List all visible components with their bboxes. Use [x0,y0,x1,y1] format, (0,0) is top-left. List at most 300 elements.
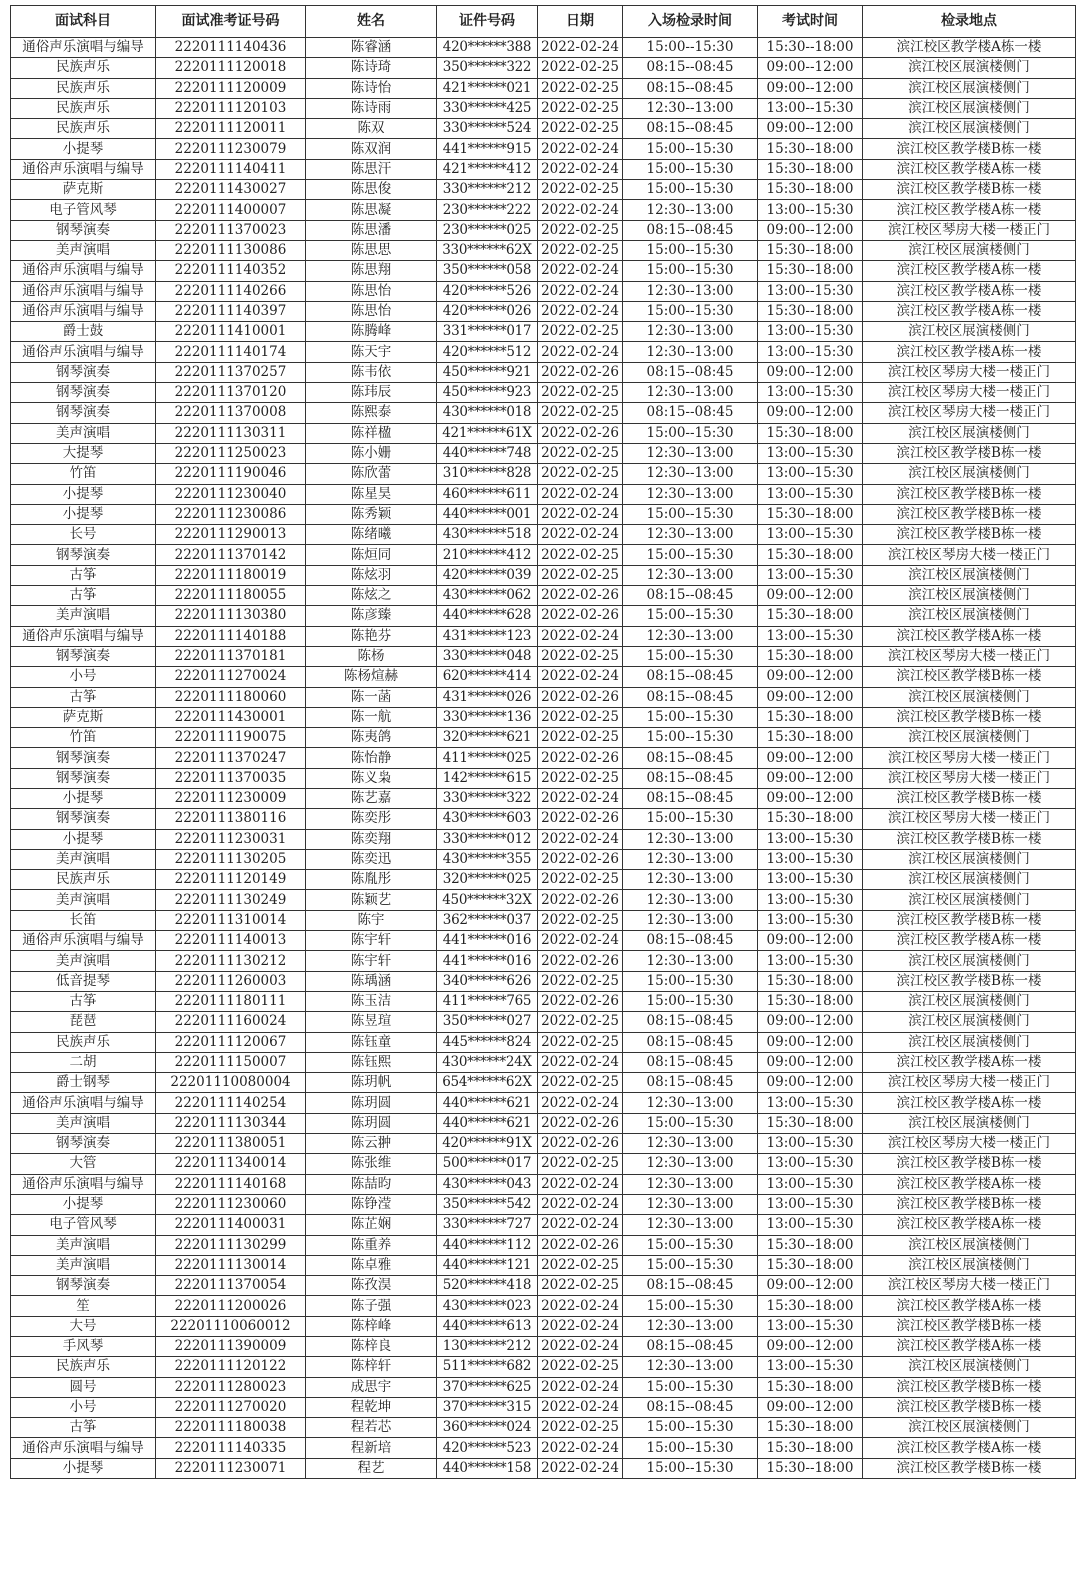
cell-exam-time: 15:30--18:00 [758,504,863,524]
cell-exam-time: 15:30--18:00 [758,423,863,443]
cell-name: 陈烜同 [306,545,437,565]
cell-id-number: 450******32X [437,890,538,910]
cell-date: 2022-02-25 [538,1255,623,1275]
cell-checkin-location: 滨江校区琴房大楼一楼正门 [863,1276,1076,1296]
cell-exam-time: 13:00--15:30 [758,849,863,869]
cell-name: 陈一航 [306,707,437,727]
table-row [11,971,1076,991]
table-row [11,98,1076,118]
cell-subject: 小提琴 [11,1194,156,1214]
cell-checkin-time: 15:00--15:30 [623,1296,758,1316]
cell-name: 陈子强 [306,1296,437,1316]
cell-date: 2022-02-25 [538,78,623,98]
table-row [11,1296,1076,1316]
cell-name: 陈卓雅 [306,1255,437,1275]
table-row [11,910,1076,930]
cell-checkin-time: 08:15--08:45 [623,362,758,382]
table-row [11,667,1076,687]
cell-name: 陈芷娴 [306,1215,437,1235]
cell-checkin-location: 滨江校区展演楼侧门 [863,322,1076,342]
cell-exam-time: 13:00--15:30 [758,1093,863,1113]
cell-admission-number: 2220111400031 [156,1215,306,1235]
cell-exam-time: 13:00--15:30 [758,1215,863,1235]
cell-subject: 钢琴演奏 [11,545,156,565]
cell-checkin-location: 滨江校区展演楼侧门 [863,1032,1076,1052]
cell-checkin-time: 12:30--13:00 [623,870,758,890]
table-row [11,1235,1076,1255]
cell-checkin-time: 15:00--15:30 [623,180,758,200]
cell-checkin-time: 12:30--13:00 [623,464,758,484]
cell-admission-number: 2220111130249 [156,890,306,910]
cell-date: 2022-02-26 [538,890,623,910]
table-row [11,1194,1076,1214]
cell-name: 陈钰熙 [306,1052,437,1072]
cell-admission-number: 2220111380051 [156,1134,306,1154]
cell-name: 陈思潘 [306,220,437,240]
cell-checkin-time: 12:30--13:00 [623,383,758,403]
cell-name: 陈秀颖 [306,504,437,524]
cell-id-number: 320******025 [437,870,538,890]
cell-date: 2022-02-25 [538,707,623,727]
cell-checkin-time: 15:00--15:30 [623,423,758,443]
cell-exam-time: 15:30--18:00 [758,545,863,565]
table-row [11,829,1076,849]
cell-checkin-location: 滨江校区展演楼侧门 [863,849,1076,869]
cell-subject: 民族声乐 [11,78,156,98]
cell-date: 2022-02-24 [538,504,623,524]
cell-checkin-location: 滨江校区教学楼B栋一楼 [863,1458,1076,1478]
cell-name: 陈思怡 [306,301,437,321]
cell-admission-number: 2220111400007 [156,200,306,220]
cell-name: 陈思怡 [306,281,437,301]
table-row [11,1357,1076,1377]
table-row [11,38,1076,58]
cell-checkin-time: 08:15--08:45 [623,687,758,707]
cell-checkin-time: 12:30--13:00 [623,281,758,301]
cell-exam-time: 15:30--18:00 [758,991,863,1011]
cell-exam-time: 13:00--15:30 [758,1194,863,1214]
cell-name: 陈思俊 [306,180,437,200]
table-row [11,1377,1076,1397]
cell-id-number: 310******828 [437,464,538,484]
cell-name: 陈杨 [306,646,437,666]
table-row [11,78,1076,98]
cell-admission-number: 2220111200026 [156,1296,306,1316]
cell-id-number: 654******62X [437,1073,538,1093]
cell-id-number: 370******625 [437,1377,538,1397]
cell-date: 2022-02-25 [538,240,623,260]
cell-checkin-time: 12:30--13:00 [623,910,758,930]
cell-admission-number: 2220111190075 [156,728,306,748]
cell-exam-time: 15:30--18:00 [758,38,863,58]
table-row [11,301,1076,321]
cell-date: 2022-02-26 [538,423,623,443]
cell-admission-number: 2220111130299 [156,1235,306,1255]
cell-checkin-location: 滨江校区教学楼A栋一楼 [863,261,1076,281]
cell-subject: 笙 [11,1296,156,1316]
table-row [11,1093,1076,1113]
cell-exam-time: 15:30--18:00 [758,1377,863,1397]
cell-subject: 大号 [11,1316,156,1336]
cell-id-number: 340******626 [437,971,538,991]
cell-admission-number: 2220111180060 [156,687,306,707]
cell-exam-time: 15:30--18:00 [758,1296,863,1316]
cell-admission-number: 2220111230031 [156,829,306,849]
cell-subject: 大提琴 [11,443,156,463]
cell-name: 陈天宇 [306,342,437,362]
cell-admission-number: 2220111270020 [156,1397,306,1417]
cell-subject: 美声演唱 [11,849,156,869]
cell-checkin-location: 滨江校区教学楼B栋一楼 [863,829,1076,849]
table-row [11,322,1076,342]
table-row [11,870,1076,890]
cell-checkin-time: 08:15--08:45 [623,220,758,240]
cell-date: 2022-02-25 [538,443,623,463]
cell-name: 陈重养 [306,1235,437,1255]
cell-subject: 通俗声乐演唱与编导 [11,301,156,321]
table-row [11,180,1076,200]
cell-checkin-time: 15:00--15:30 [623,261,758,281]
cell-date: 2022-02-25 [538,1073,623,1093]
table-row [11,1012,1076,1032]
cell-id-number: 440******621 [437,1093,538,1113]
cell-exam-time: 13:00--15:30 [758,383,863,403]
cell-date: 2022-02-24 [538,342,623,362]
table-row [11,1154,1076,1174]
cell-checkin-time: 15:00--15:30 [623,240,758,260]
cell-checkin-time: 08:15--08:45 [623,931,758,951]
cell-exam-time: 15:30--18:00 [758,1255,863,1275]
cell-admission-number: 2220111340014 [156,1154,306,1174]
cell-admission-number: 2220111370247 [156,748,306,768]
cell-subject: 古筝 [11,586,156,606]
cell-checkin-time: 15:00--15:30 [623,1235,758,1255]
cell-name: 陈奕翔 [306,829,437,849]
cell-checkin-location: 滨江校区琴房大楼一楼正门 [863,383,1076,403]
cell-checkin-location: 滨江校区琴房大楼一楼正门 [863,748,1076,768]
table-row [11,159,1076,179]
cell-subject: 通俗声乐演唱与编导 [11,342,156,362]
cell-id-number: 350******058 [437,261,538,281]
cell-admission-number: 2220111370181 [156,646,306,666]
cell-exam-time: 09:00--12:00 [758,1052,863,1072]
cell-subject: 钢琴演奏 [11,1134,156,1154]
table-row [11,423,1076,443]
cell-admission-number: 2220111370035 [156,768,306,788]
cell-checkin-location: 滨江校区展演楼侧门 [863,1113,1076,1133]
cell-date: 2022-02-25 [538,1032,623,1052]
cell-exam-time: 13:00--15:30 [758,464,863,484]
cell-exam-time: 13:00--15:30 [758,200,863,220]
cell-exam-time: 15:30--18:00 [758,1113,863,1133]
table-row [11,1458,1076,1478]
cell-exam-time: 09:00--12:00 [758,687,863,707]
cell-checkin-location: 滨江校区展演楼侧门 [863,991,1076,1011]
cell-checkin-location: 滨江校区教学楼A栋一楼 [863,931,1076,951]
cell-checkin-time: 08:15--08:45 [623,788,758,808]
cell-date: 2022-02-26 [538,748,623,768]
cell-exam-time: 13:00--15:30 [758,890,863,910]
cell-id-number: 430******062 [437,586,538,606]
cell-id-number: 230******222 [437,200,538,220]
cell-checkin-time: 08:15--08:45 [623,667,758,687]
table-row [11,261,1076,281]
cell-checkin-time: 12:30--13:00 [623,849,758,869]
cell-subject: 钢琴演奏 [11,362,156,382]
cell-id-number: 620******414 [437,667,538,687]
cell-name: 陈艺嘉 [306,788,437,808]
exam-schedule-table [10,5,1076,1479]
cell-subject: 钢琴演奏 [11,403,156,423]
cell-exam-time: 15:30--18:00 [758,159,863,179]
cell-id-number: 330******212 [437,180,538,200]
cell-date: 2022-02-24 [538,525,623,545]
cell-id-number: 450******921 [437,362,538,382]
cell-name: 陈思汗 [306,159,437,179]
cell-exam-time: 13:00--15:30 [758,525,863,545]
cell-checkin-time: 12:30--13:00 [623,951,758,971]
cell-admission-number: 2220111370120 [156,383,306,403]
cell-admission-number: 2220111430027 [156,180,306,200]
cell-admission-number: 2220111150007 [156,1052,306,1072]
cell-id-number: 440******748 [437,443,538,463]
cell-exam-time: 13:00--15:30 [758,281,863,301]
cell-admission-number: 2220111310014 [156,910,306,930]
cell-subject: 二胡 [11,1052,156,1072]
table-row [11,586,1076,606]
cell-date: 2022-02-24 [538,261,623,281]
cell-exam-time: 13:00--15:30 [758,1316,863,1336]
table-row [11,890,1076,910]
cell-checkin-time: 12:30--13:00 [623,890,758,910]
cell-exam-time: 15:30--18:00 [758,139,863,159]
cell-checkin-location: 滨江校区教学楼A栋一楼 [863,1052,1076,1072]
cell-name: 陈胤彤 [306,870,437,890]
cell-exam-time: 09:00--12:00 [758,119,863,139]
cell-subject: 通俗声乐演唱与编导 [11,159,156,179]
cell-checkin-location: 滨江校区教学楼A栋一楼 [863,1215,1076,1235]
cell-date: 2022-02-25 [538,1418,623,1438]
header-checkin-time: 入场检录时间 [623,6,758,38]
cell-subject: 钢琴演奏 [11,383,156,403]
cell-exam-time: 13:00--15:30 [758,1357,863,1377]
cell-id-number: 210******412 [437,545,538,565]
cell-subject: 手风琴 [11,1337,156,1357]
cell-date: 2022-02-24 [538,281,623,301]
cell-admission-number: 2220111140168 [156,1174,306,1194]
cell-checkin-location: 滨江校区展演楼侧门 [863,78,1076,98]
cell-checkin-time: 15:00--15:30 [623,38,758,58]
cell-id-number: 420******039 [437,565,538,585]
cell-exam-time: 13:00--15:30 [758,626,863,646]
cell-date: 2022-02-26 [538,1134,623,1154]
cell-id-number: 420******388 [437,38,538,58]
cell-name: 陈一菡 [306,687,437,707]
cell-checkin-time: 15:00--15:30 [623,707,758,727]
cell-date: 2022-02-25 [538,768,623,788]
cell-name: 陈奕彤 [306,809,437,829]
cell-checkin-location: 滨江校区教学楼A栋一楼 [863,1174,1076,1194]
table-row [11,1134,1076,1154]
cell-admission-number: 2220111180038 [156,1418,306,1438]
cell-subject: 竹笛 [11,728,156,748]
cell-id-number: 440******121 [437,1255,538,1275]
cell-id-number: 370******315 [437,1397,538,1417]
cell-name: 陈思思 [306,240,437,260]
cell-checkin-time: 12:30--13:00 [623,1154,758,1174]
cell-date: 2022-02-26 [538,586,623,606]
cell-subject: 长笛 [11,910,156,930]
cell-admission-number: 2220111130212 [156,951,306,971]
cell-id-number: 431******123 [437,626,538,646]
cell-checkin-time: 15:00--15:30 [623,809,758,829]
cell-id-number: 430******603 [437,809,538,829]
cell-admission-number: 2220111230071 [156,1458,306,1478]
cell-subject: 古筝 [11,687,156,707]
cell-checkin-location: 滨江校区琴房大楼一楼正门 [863,362,1076,382]
cell-checkin-time: 12:30--13:00 [623,342,758,362]
cell-id-number: 450******923 [437,383,538,403]
table-row [11,626,1076,646]
cell-checkin-location: 滨江校区教学楼B栋一楼 [863,1397,1076,1417]
cell-name: 陈诗雨 [306,98,437,118]
cell-subject: 通俗声乐演唱与编导 [11,1438,156,1458]
cell-subject: 美声演唱 [11,1235,156,1255]
cell-checkin-time: 15:00--15:30 [623,1438,758,1458]
cell-id-number: 440******158 [437,1458,538,1478]
cell-admission-number: 2220111140436 [156,38,306,58]
cell-date: 2022-02-24 [538,301,623,321]
cell-checkin-time: 12:30--13:00 [623,484,758,504]
cell-checkin-location: 滨江校区展演楼侧门 [863,423,1076,443]
cell-name: 陈玉洁 [306,991,437,1011]
cell-admission-number: 2220111130086 [156,240,306,260]
cell-subject: 通俗声乐演唱与编导 [11,1093,156,1113]
cell-subject: 钢琴演奏 [11,220,156,240]
cell-exam-time: 15:30--18:00 [758,809,863,829]
cell-name: 陈玥圆 [306,1113,437,1133]
cell-checkin-location: 滨江校区展演楼侧门 [863,1255,1076,1275]
cell-checkin-location: 滨江校区展演楼侧门 [863,98,1076,118]
cell-subject: 圆号 [11,1377,156,1397]
table-row [11,1418,1076,1438]
cell-subject: 萨克斯 [11,180,156,200]
cell-id-number: 360******024 [437,1418,538,1438]
table-row [11,951,1076,971]
table-row [11,464,1076,484]
cell-name: 陈诗琦 [306,58,437,78]
cell-name: 陈炫羽 [306,565,437,585]
cell-checkin-location: 滨江校区教学楼B栋一楼 [863,180,1076,200]
cell-date: 2022-02-24 [538,1052,623,1072]
header-subject: 面试科目 [11,6,156,38]
cell-checkin-location: 滨江校区展演楼侧门 [863,606,1076,626]
cell-subject: 钢琴演奏 [11,768,156,788]
table-row [11,119,1076,139]
cell-checkin-time: 12:30--13:00 [623,565,758,585]
cell-exam-time: 15:30--18:00 [758,971,863,991]
table-row [11,565,1076,585]
cell-name: 陈梓峰 [306,1316,437,1336]
cell-checkin-time: 15:00--15:30 [623,301,758,321]
cell-name: 陈诗怡 [306,78,437,98]
cell-name: 程新培 [306,1438,437,1458]
cell-admission-number: 2220111120011 [156,119,306,139]
cell-name: 程艺 [306,1458,437,1478]
cell-id-number: 431******026 [437,687,538,707]
cell-name: 陈玥帆 [306,1073,437,1093]
cell-name: 陈夷鸽 [306,728,437,748]
cell-checkin-location: 滨江校区展演楼侧门 [863,728,1076,748]
cell-exam-time: 15:30--18:00 [758,180,863,200]
cell-id-number: 330******727 [437,1215,538,1235]
cell-admission-number: 2220111370257 [156,362,306,382]
cell-admission-number: 2220111230079 [156,139,306,159]
cell-checkin-time: 15:00--15:30 [623,1377,758,1397]
cell-name: 陈熙泰 [306,403,437,423]
cell-subject: 小提琴 [11,788,156,808]
cell-name: 陈睿涵 [306,38,437,58]
cell-exam-time: 09:00--12:00 [758,931,863,951]
cell-admission-number: 2220111280023 [156,1377,306,1397]
cell-date: 2022-02-24 [538,159,623,179]
cell-admission-number: 2220111230060 [156,1194,306,1214]
cell-checkin-location: 滨江校区展演楼侧门 [863,870,1076,890]
cell-id-number: 421******021 [437,78,538,98]
cell-admission-number: 22201110080004 [156,1073,306,1093]
cell-checkin-time: 08:15--08:45 [623,1276,758,1296]
cell-id-number: 430******518 [437,525,538,545]
header-admission-number: 面试准考证号码 [156,6,306,38]
cell-date: 2022-02-24 [538,1194,623,1214]
cell-id-number: 411******765 [437,991,538,1011]
cell-subject: 美声演唱 [11,1113,156,1133]
cell-checkin-location: 滨江校区展演楼侧门 [863,687,1076,707]
cell-admission-number: 2220111140411 [156,159,306,179]
cell-checkin-location: 滨江校区琴房大楼一楼正门 [863,768,1076,788]
cell-subject: 民族声乐 [11,1032,156,1052]
cell-checkin-location: 滨江校区教学楼B栋一楼 [863,443,1076,463]
cell-id-number: 430******355 [437,849,538,869]
cell-id-number: 350******542 [437,1194,538,1214]
cell-admission-number: 2220111260003 [156,971,306,991]
table-row [11,809,1076,829]
table-row [11,1337,1076,1357]
cell-name: 陈彦臻 [306,606,437,626]
cell-exam-time: 15:30--18:00 [758,707,863,727]
table-row [11,1316,1076,1336]
cell-admission-number: 2220111140013 [156,931,306,951]
cell-name: 陈欣蕾 [306,464,437,484]
cell-exam-time: 15:30--18:00 [758,1438,863,1458]
table-row [11,1073,1076,1093]
cell-subject: 小号 [11,1397,156,1417]
cell-checkin-time: 15:00--15:30 [623,1113,758,1133]
cell-checkin-location: 滨江校区展演楼侧门 [863,1357,1076,1377]
cell-exam-time: 09:00--12:00 [758,1073,863,1093]
cell-checkin-location: 滨江校区展演楼侧门 [863,586,1076,606]
table-row [11,1052,1076,1072]
cell-subject: 小提琴 [11,829,156,849]
cell-subject: 电子管风琴 [11,200,156,220]
cell-id-number: 330******425 [437,98,538,118]
cell-exam-time: 09:00--12:00 [758,403,863,423]
cell-checkin-time: 12:30--13:00 [623,525,758,545]
cell-exam-time: 15:30--18:00 [758,1235,863,1255]
cell-subject: 通俗声乐演唱与编导 [11,626,156,646]
table-row [11,748,1076,768]
cell-id-number: 350******322 [437,58,538,78]
